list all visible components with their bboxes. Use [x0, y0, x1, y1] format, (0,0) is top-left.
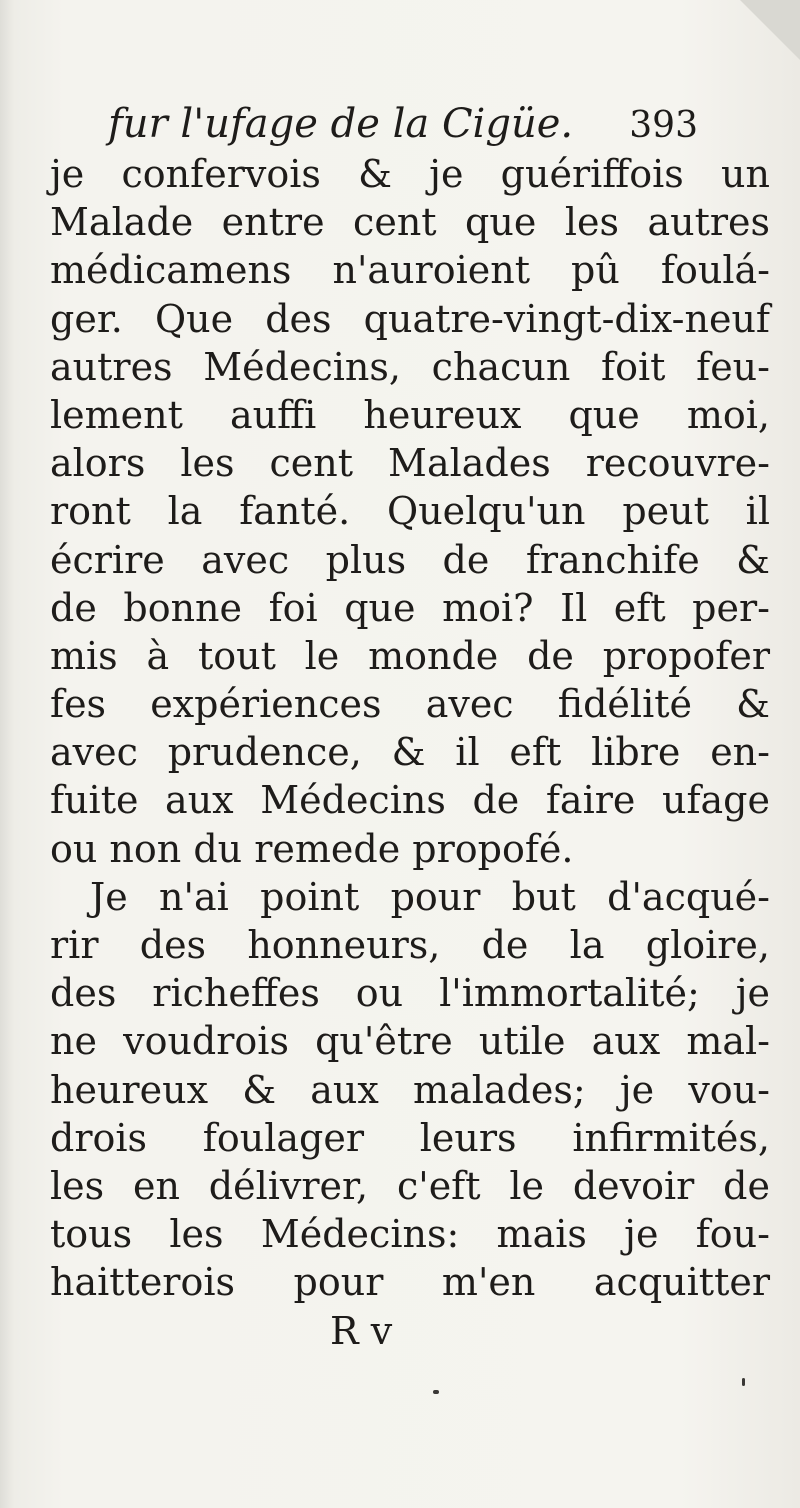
ink-speck	[742, 1378, 745, 1386]
text-line: autres Médecins, chacun foit feu-	[50, 344, 770, 389]
text-line: alors les cent Malades recouvre-	[50, 441, 770, 486]
page-number: 393	[629, 105, 698, 146]
text-line: avec prudence, & il eft libre en-	[50, 730, 770, 775]
text-line: Malade entre cent que les autres	[50, 200, 770, 245]
text-line: médicamens n'auroient pû foulá-	[50, 248, 770, 293]
text-line: fuite aux Médecins de faire ufage	[50, 778, 770, 823]
text-line: je confervois & je guériffois un	[50, 152, 770, 196]
body-text	[50, 150, 770, 1355]
text-line: des richeffes ou l'immortalité; je	[50, 971, 770, 1016]
running-head-title: fur l'ufage de la Cigüe.	[108, 101, 574, 147]
paragraph-start-line: Je n'ai point pour but d'acqué-	[90, 874, 770, 919]
text-line: les en délivrer, c'eft le devoir de	[50, 1163, 770, 1208]
text-line: ger. Que des quatre-vingt-dix-neuf	[50, 296, 770, 341]
text-line: lement auffi heureux que moi,	[50, 392, 770, 437]
text-line: rir des honneurs, de la gloire,	[50, 923, 770, 967]
text-line: écrire avec plus de franchife &	[50, 537, 770, 582]
text-line: drois foulager leurs infirmités,	[50, 1115, 770, 1160]
page-gutter-shadow	[0, 0, 14, 1508]
text-line: fes expériences avec fidélité &	[50, 682, 770, 727]
text-line: heureux & aux malades; je vou-	[50, 1067, 770, 1112]
paragraph-end-line: ou non du remede propofé.	[50, 826, 574, 871]
ink-speck	[433, 1390, 439, 1394]
signature-mark: R v	[330, 1308, 393, 1353]
text-line: ne voudrois qu'être utile aux mal-	[50, 1019, 770, 1064]
running-head	[108, 100, 708, 148]
page-corner	[740, 0, 800, 60]
text-line: ront la fanté. Quelqu'un peut il	[50, 489, 770, 534]
text-line: de bonne foi que moi? Il eft per-	[50, 585, 770, 630]
text-line: haitterois pour m'en acquitter	[50, 1260, 770, 1305]
text-line: tous les Médecins: mais je fou-	[50, 1212, 770, 1257]
text-line: mis à tout le monde de propofer	[50, 633, 770, 678]
